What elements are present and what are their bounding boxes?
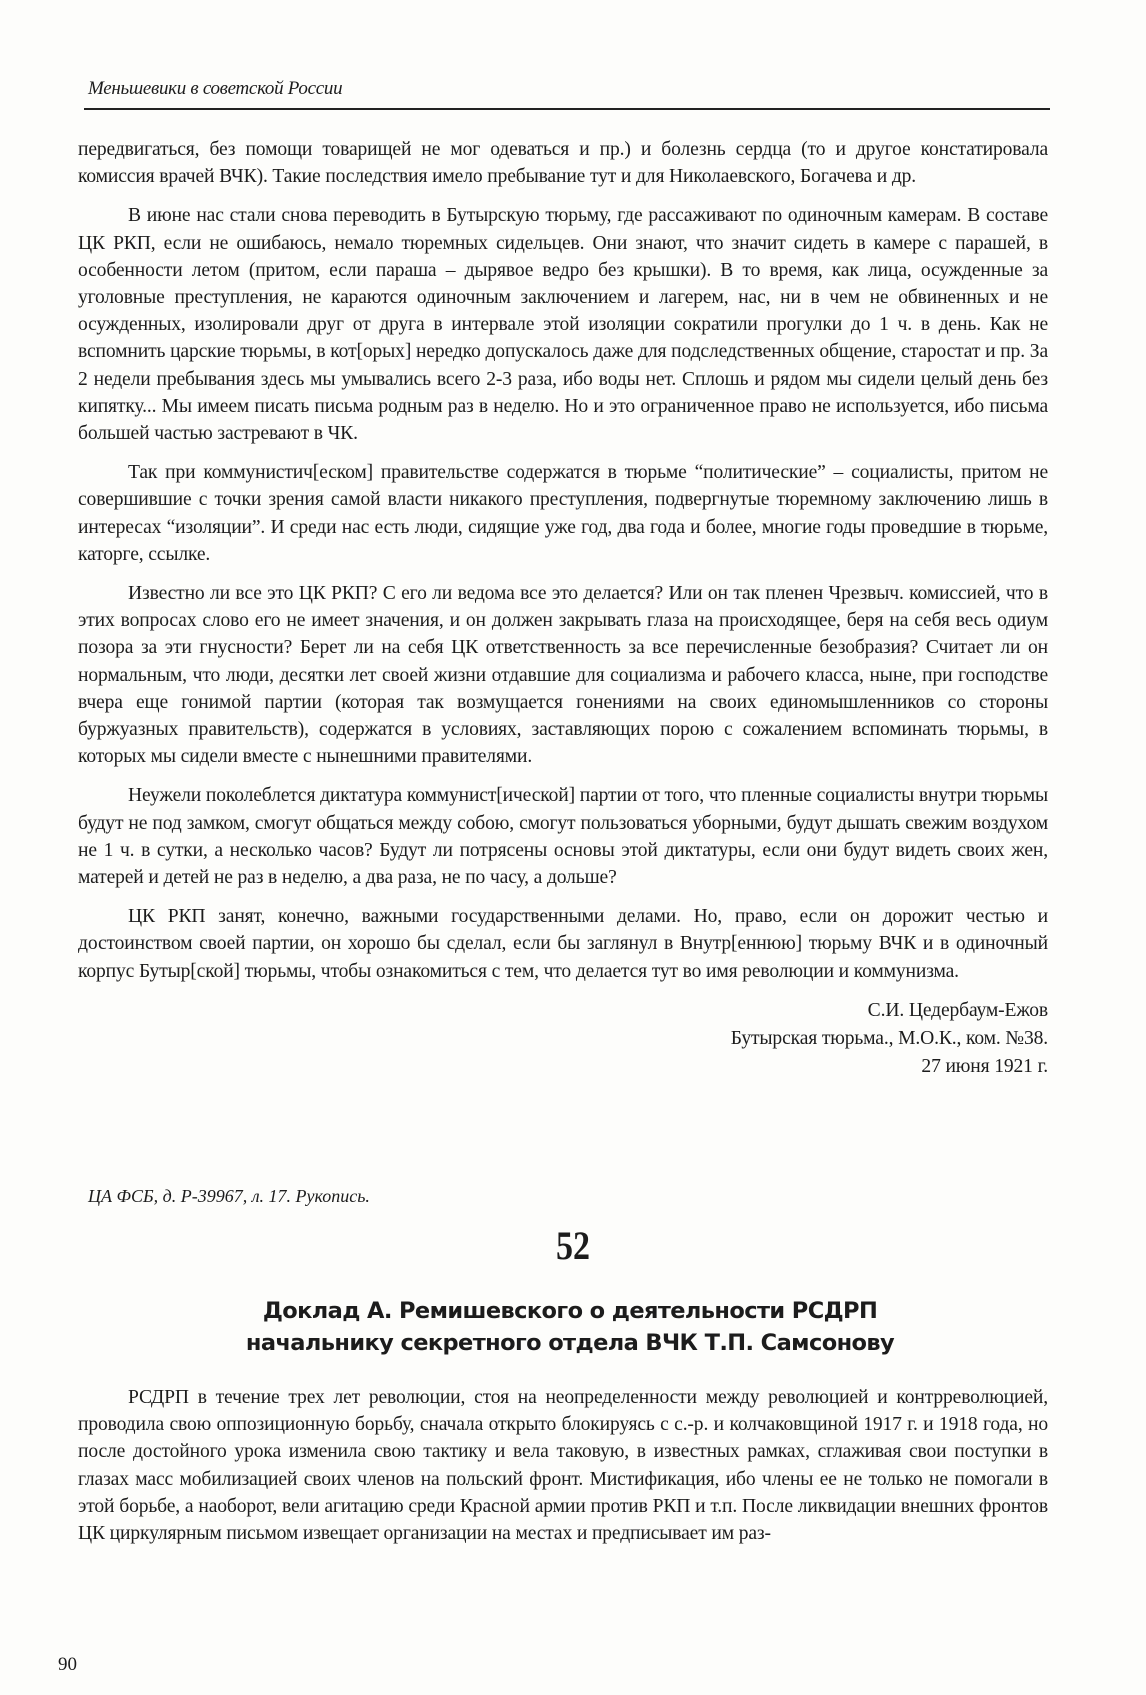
signature-author: С.И. Цедербаум-Ежов bbox=[867, 999, 1048, 1021]
paragraph: передвигаться, без помощи товарищей не мог одеваться и пр.) и болезнь сердца (то и другое констатировала комиссия врачей ВЧК). Такие последствия имело пребывание тут и для Николаевского, Богачева и др. bbox=[78, 139, 1048, 188]
document-51-body bbox=[78, 136, 1048, 1081]
document-number: 52 bbox=[556, 1223, 590, 1268]
page-number: 90 bbox=[58, 1654, 77, 1675]
document-title bbox=[70, 1295, 1070, 1359]
paragraph: В июне нас стали снова переводить в Бутырскую тюрьму, где рассаживают по одиночным камерам. В составе ЦК РКП, если не ошибаюсь, немало тюремных сидельцев. Они знают, что значит сидеть в камере с парашей, в особенности летом (притом, если параша – дырявое ведро без крышки). В то время, как лица, осужденные за уголовные преступления, не караются одиночным заключением и лагерем, нас, ни в чем не обвиненных и не осужденных, изолировали друг от друга в интервале этой изоляции сократили прогулки до 1 ч. в день. Как не вспомнить царские тюрьмы, в кот[орых] нередко допускалось даже для подследственных общение, старостат и пр. За 2 недели пребывания здесь мы умывались всего 2-3 раза, ибо воды нет. Сплошь и рядом мы сидели целый день без кипятку... Мы имеем писать письма родным раз в неделю. Но и это ограниченное право не используется, ибо письма большей частью застревают в ЧК. bbox=[78, 205, 1048, 445]
paragraph: Так при коммунистич[еском] правительстве содержатся в тюрьме “политические” – социалисты, притом не совершившие с точки зрения самой власти никакого преступления, подвергнутые тюремному заключению лишь в интересах “изоляции”. И среди нас есть люди, сидящие уже год, два года и более, многие годы проведшие в тюрьме, каторге, ссылке. bbox=[78, 462, 1048, 565]
paragraph: РСДРП в течение трех лет революции, стоя на неопределенности между революцией и контрреволюцией, проводила свою оппозиционную борьбу, сначала открыто блокируясь с с.-р. и колчаковщиной 1917 г. и 1918 года, но после достойного урока изменила свою тактику и вела таковую, в известных рамках, сглаживая свои поступки в глазах масс мобилизацией своих членов на польский фронт. Мистификация, ибо члены ее не только не помогали в этой борьбе, а наоборот, вели агитацию среди Красной армии против РКП и т.п. После ликвидации внешних фронтов ЦК циркулярным письмом извещает организации на местах и предписывает им раз- bbox=[78, 1387, 1048, 1545]
signature-block bbox=[78, 997, 1048, 1081]
signature-place: Бутырская тюрьма., М.О.К., ком. №38. bbox=[730, 1027, 1048, 1049]
document-title-line-2: начальнику секретного отдела ВЧК Т.П. Самсонову bbox=[245, 1330, 895, 1356]
paragraph: Известно ли все это ЦК РКП? С его ли ведома все это делается? Или он так пленен Чрезвыч. комиссией, что в этих вопросах слово его не имеет значения, и он должен закрывать глаза на происходящее, беря на себя весь одиум позора за эти гнусности? Берет ли на себя ЦК ответственность за все перечисленные безобразия? Считает ли он нормальным, что люди, десятки лет своей жизни отдавшие для социализма и рабочего класса, ныне, при господстве вчера еще гонимой партии (которая так возмущается гонениями на своих единомышленников со стороны буржуазных правительств), содержатся в условиях, заставляющих порою с сожалением вспоминать тюрьмы, в которых мы сидели вместе с нынешними правителями. bbox=[78, 583, 1048, 768]
paragraph: Неужели поколеблется диктатура коммунист[ической] партии от того, что пленные социалисты внутри тюрьмы будут не под замком, смогут общаться между собою, смогут пользоваться уборными, будут дышать свежим воздухом не 1 ч. в сутки, а несколько часов? Будут ли потрясены основы этой диктатуры, если они будут видеть своих жен, матерей и детей не раз в неделю, а два раза, не по часу, а дольше? bbox=[78, 785, 1048, 889]
archival-source: ЦА ФСБ, д. Р-39967, л. 17. Рукопись. bbox=[88, 1186, 370, 1206]
paragraph: ЦК РКП занят, конечно, важными государственными делами. Но, право, если он дорожит честью и достоинством своей партии, он хорошо бы сделал, если бы заглянул в Внутр[еннюю] тюрьму ВЧК и в одиночный корпус Бутыр[ской] тюрьмы, чтобы ознакомиться с тем, что делается тут во имя революции и коммунизма. bbox=[78, 906, 1048, 982]
signature-date: 27 июня 1921 г. bbox=[921, 1055, 1048, 1077]
document-title-line-1: Доклад А. Ремишевского о деятельности РСДРП bbox=[262, 1298, 878, 1324]
running-head-title: Меньшевики в советской России bbox=[88, 78, 343, 99]
header-rule bbox=[84, 108, 1050, 110]
document-52-body bbox=[78, 1384, 1048, 1547]
